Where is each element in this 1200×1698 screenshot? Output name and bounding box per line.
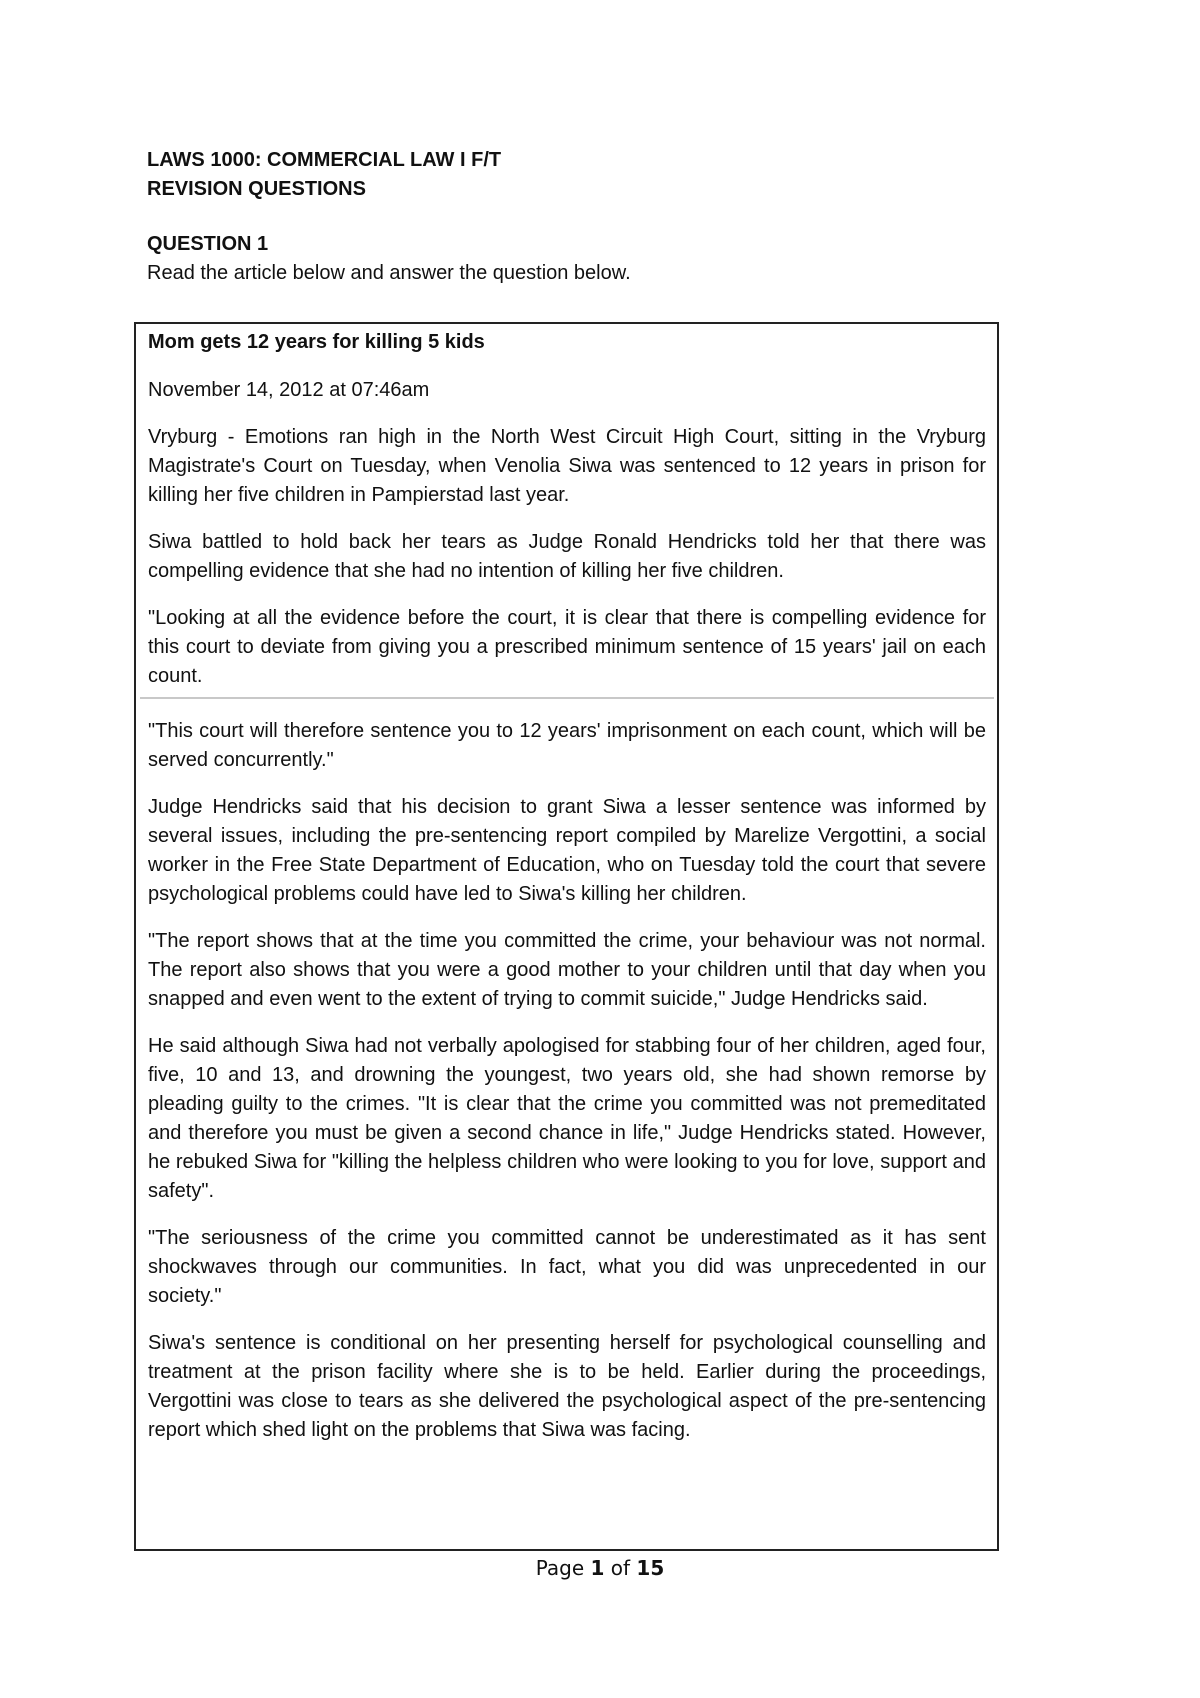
article-date: November 14, 2012 at 07:46am — [148, 379, 430, 401]
question-instruction: Read the article below and answer the question below. — [147, 262, 631, 284]
article-divider — [140, 697, 994, 699]
of-word: of — [610, 1556, 631, 1580]
article-paragraph: Siwa's sentence is conditional on her presenting herself for psychological counselling and treatment at the prison facility where she is to be held. Earlier during the proceedings, Vergottini was close to tears as she delivered the psychological aspect of the pre-sentencing report which shed light on the problems that Siwa was facing. — [148, 1332, 986, 1441]
article-paragraph: He said although Siwa had not verbally apologised for stabbing four of her children, aged four, five, 10 and 13, and drowning the youngest, two years old, she had shown remorse by pleading guilty to the crimes. "It is clear that the crime you committed was not premeditated and therefore you must be given a second chance in life," Judge Hendricks stated. However, he rebuked Siwa for "killing the helpless children who were looking to you for love, support and safety". — [148, 1035, 986, 1202]
article-paragraph: Siwa battled to hold back her tears as Judge Ronald Hendricks told her that there was compelling evidence that she had no intention of killing her five children. — [148, 531, 986, 582]
article-paragraph: "Looking at all the evidence before the court, it is clear that there is compelling evidence for this court to deviate from giving you a prescribed minimum sentence of 15 years' jail on each count. — [148, 607, 986, 687]
article-paragraph: Vryburg - Emotions ran high in the North West Circuit High Court, sitting in the Vryburg Magistrate's Court on Tuesday, when Venolia Siwa was sentenced to 12 years in prison for killing her five children in Pampierstad last year. — [148, 426, 986, 506]
course-title: LAWS 1000: COMMERCIAL LAW I F/T — [147, 149, 502, 171]
page-word: Page — [535, 1556, 585, 1580]
document-subtitle: REVISION QUESTIONS — [147, 178, 366, 200]
total-pages: 15 — [636, 1556, 665, 1580]
article-paragraph: Judge Hendricks said that his decision to grant Siwa a lesser sentence was informed by several issues, including the pre-sentencing report compiled by Marelize Vergottini, a social worker in the Free State Department of Education, who on Tuesday told the court that severe psychological problems could have led to Siwa's killing her children. — [148, 796, 986, 905]
question-title: QUESTION 1 — [147, 233, 269, 255]
page-number: 1 — [590, 1556, 605, 1580]
page-footer — [0, 1556, 1200, 1580]
document-header — [147, 146, 1047, 288]
article-headline: Mom gets 12 years for killing 5 kids — [148, 331, 485, 353]
article-paragraph: "The seriousness of the crime you committed cannot be underestimated as it has sent shockwaves through our communities. In fact, what you did was unprecedented in our society." — [148, 1227, 986, 1307]
article-paragraph: "This court will therefore sentence you to 12 years' imprisonment on each count, which will be served concurrently." — [148, 720, 986, 771]
article-box — [134, 322, 999, 1551]
article-paragraph: "The report shows that at the time you committed the crime, your behaviour was not normal. The report also shows that you were a good mother to your children until that day when you snapped and even went to the extent of trying to commit suicide," Judge Hendricks said. — [148, 930, 986, 1010]
